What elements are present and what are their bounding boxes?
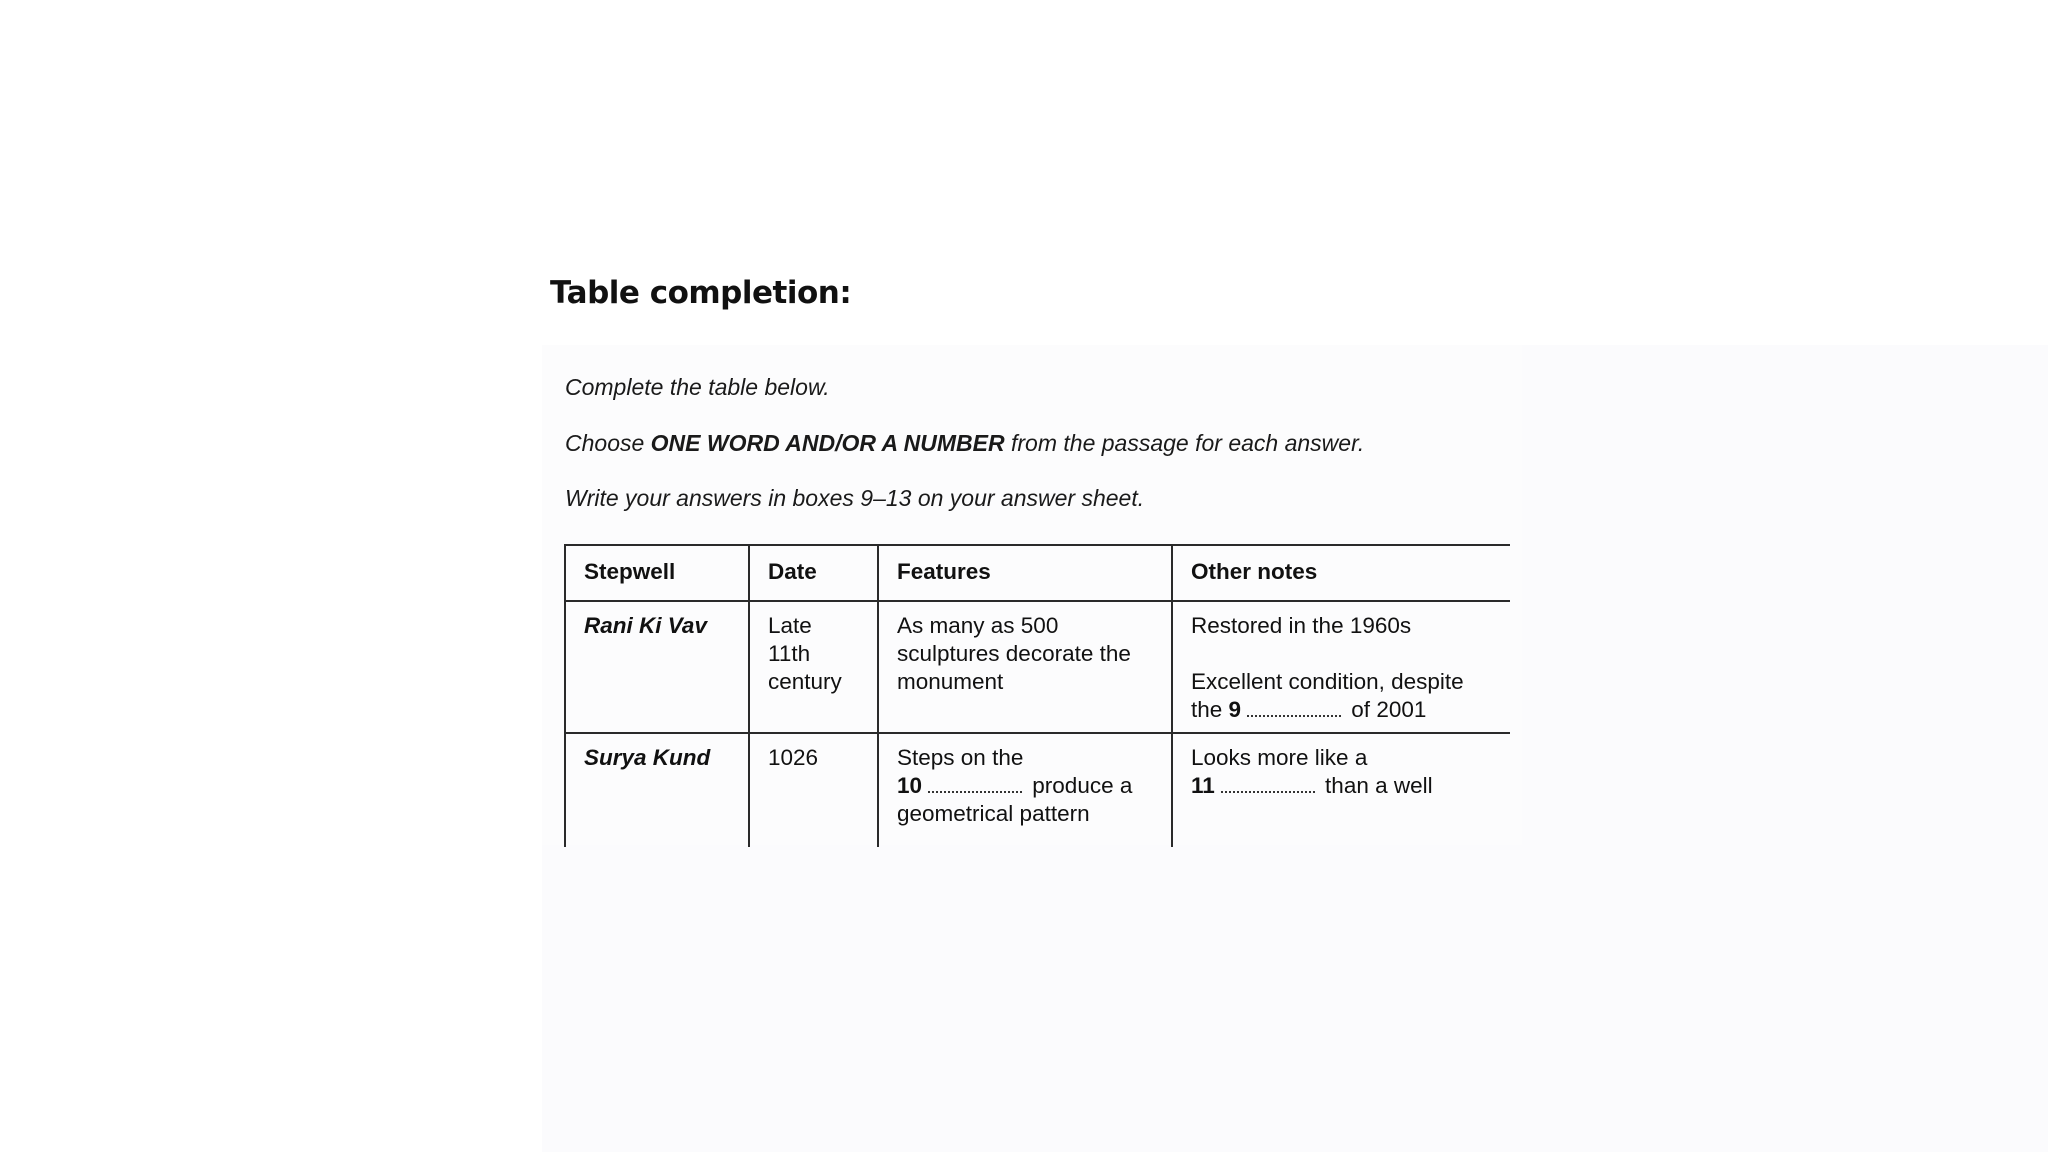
question-number: 9 xyxy=(1228,697,1242,722)
answer-blank[interactable] xyxy=(928,775,1022,793)
instruction-text: from the passage for each answer. xyxy=(1004,430,1365,456)
cell-line: Looks more like a xyxy=(1191,745,1368,770)
cell-line: Excellent condition, despite xyxy=(1191,669,1464,694)
question-number: 10 xyxy=(897,773,923,798)
scan-background xyxy=(542,845,2048,1152)
cell-line: Restored in the 1960s xyxy=(1191,613,1412,638)
cell-line: monument xyxy=(897,669,1004,694)
completion-table xyxy=(564,544,1510,847)
instruction-text: Choose xyxy=(565,430,651,456)
column-header: Date xyxy=(749,545,878,601)
table-cell xyxy=(878,601,1172,733)
cell-line: Late xyxy=(768,613,812,638)
cell-line: than a well xyxy=(1318,773,1433,798)
table-cell xyxy=(878,733,1172,847)
table-cell xyxy=(565,601,749,733)
completion-table-container xyxy=(564,544,1510,847)
instruction-line: Write your answers in boxes 9–13 on your answer sheet. xyxy=(565,485,1145,511)
column-header: Stepwell xyxy=(565,545,749,601)
scan-background xyxy=(1522,345,2048,845)
cell-line: produce a xyxy=(1026,773,1133,798)
table-row xyxy=(565,733,1510,847)
table-row xyxy=(565,601,1510,733)
question-number: 11 xyxy=(1191,773,1215,798)
answer-blank[interactable] xyxy=(1221,775,1315,793)
table-cell xyxy=(749,733,878,847)
cell-line: Steps on the xyxy=(897,745,1024,770)
table-header-row xyxy=(565,545,1510,601)
table-cell xyxy=(749,601,878,733)
stepwell-name: Surya Kund xyxy=(584,745,711,770)
column-header: Other notes xyxy=(1172,545,1510,601)
instruction-line: Complete the table below. xyxy=(565,374,830,400)
cell-line: 1026 xyxy=(768,745,819,770)
stepwell-name: Rani Ki Vav xyxy=(584,613,707,638)
instruction-emphasis: ONE WORD AND/OR A NUMBER xyxy=(650,430,1005,456)
cell-line: geometrical pattern xyxy=(897,801,1090,826)
cell-line: 11th xyxy=(768,641,811,666)
table-cell xyxy=(1172,601,1510,733)
instruction-line xyxy=(565,430,1364,457)
cell-line: of 2001 xyxy=(1345,697,1427,722)
column-header: Features xyxy=(878,545,1172,601)
cell-line: sculptures decorate the xyxy=(897,641,1131,666)
cell-line: the xyxy=(1191,697,1229,722)
table-cell xyxy=(1172,733,1510,847)
cell-line: As many as 500 xyxy=(897,613,1059,638)
answer-blank[interactable] xyxy=(1247,699,1341,717)
table-cell xyxy=(565,733,749,847)
cell-line: century xyxy=(768,669,842,694)
page-title: Table completion: xyxy=(550,275,852,311)
